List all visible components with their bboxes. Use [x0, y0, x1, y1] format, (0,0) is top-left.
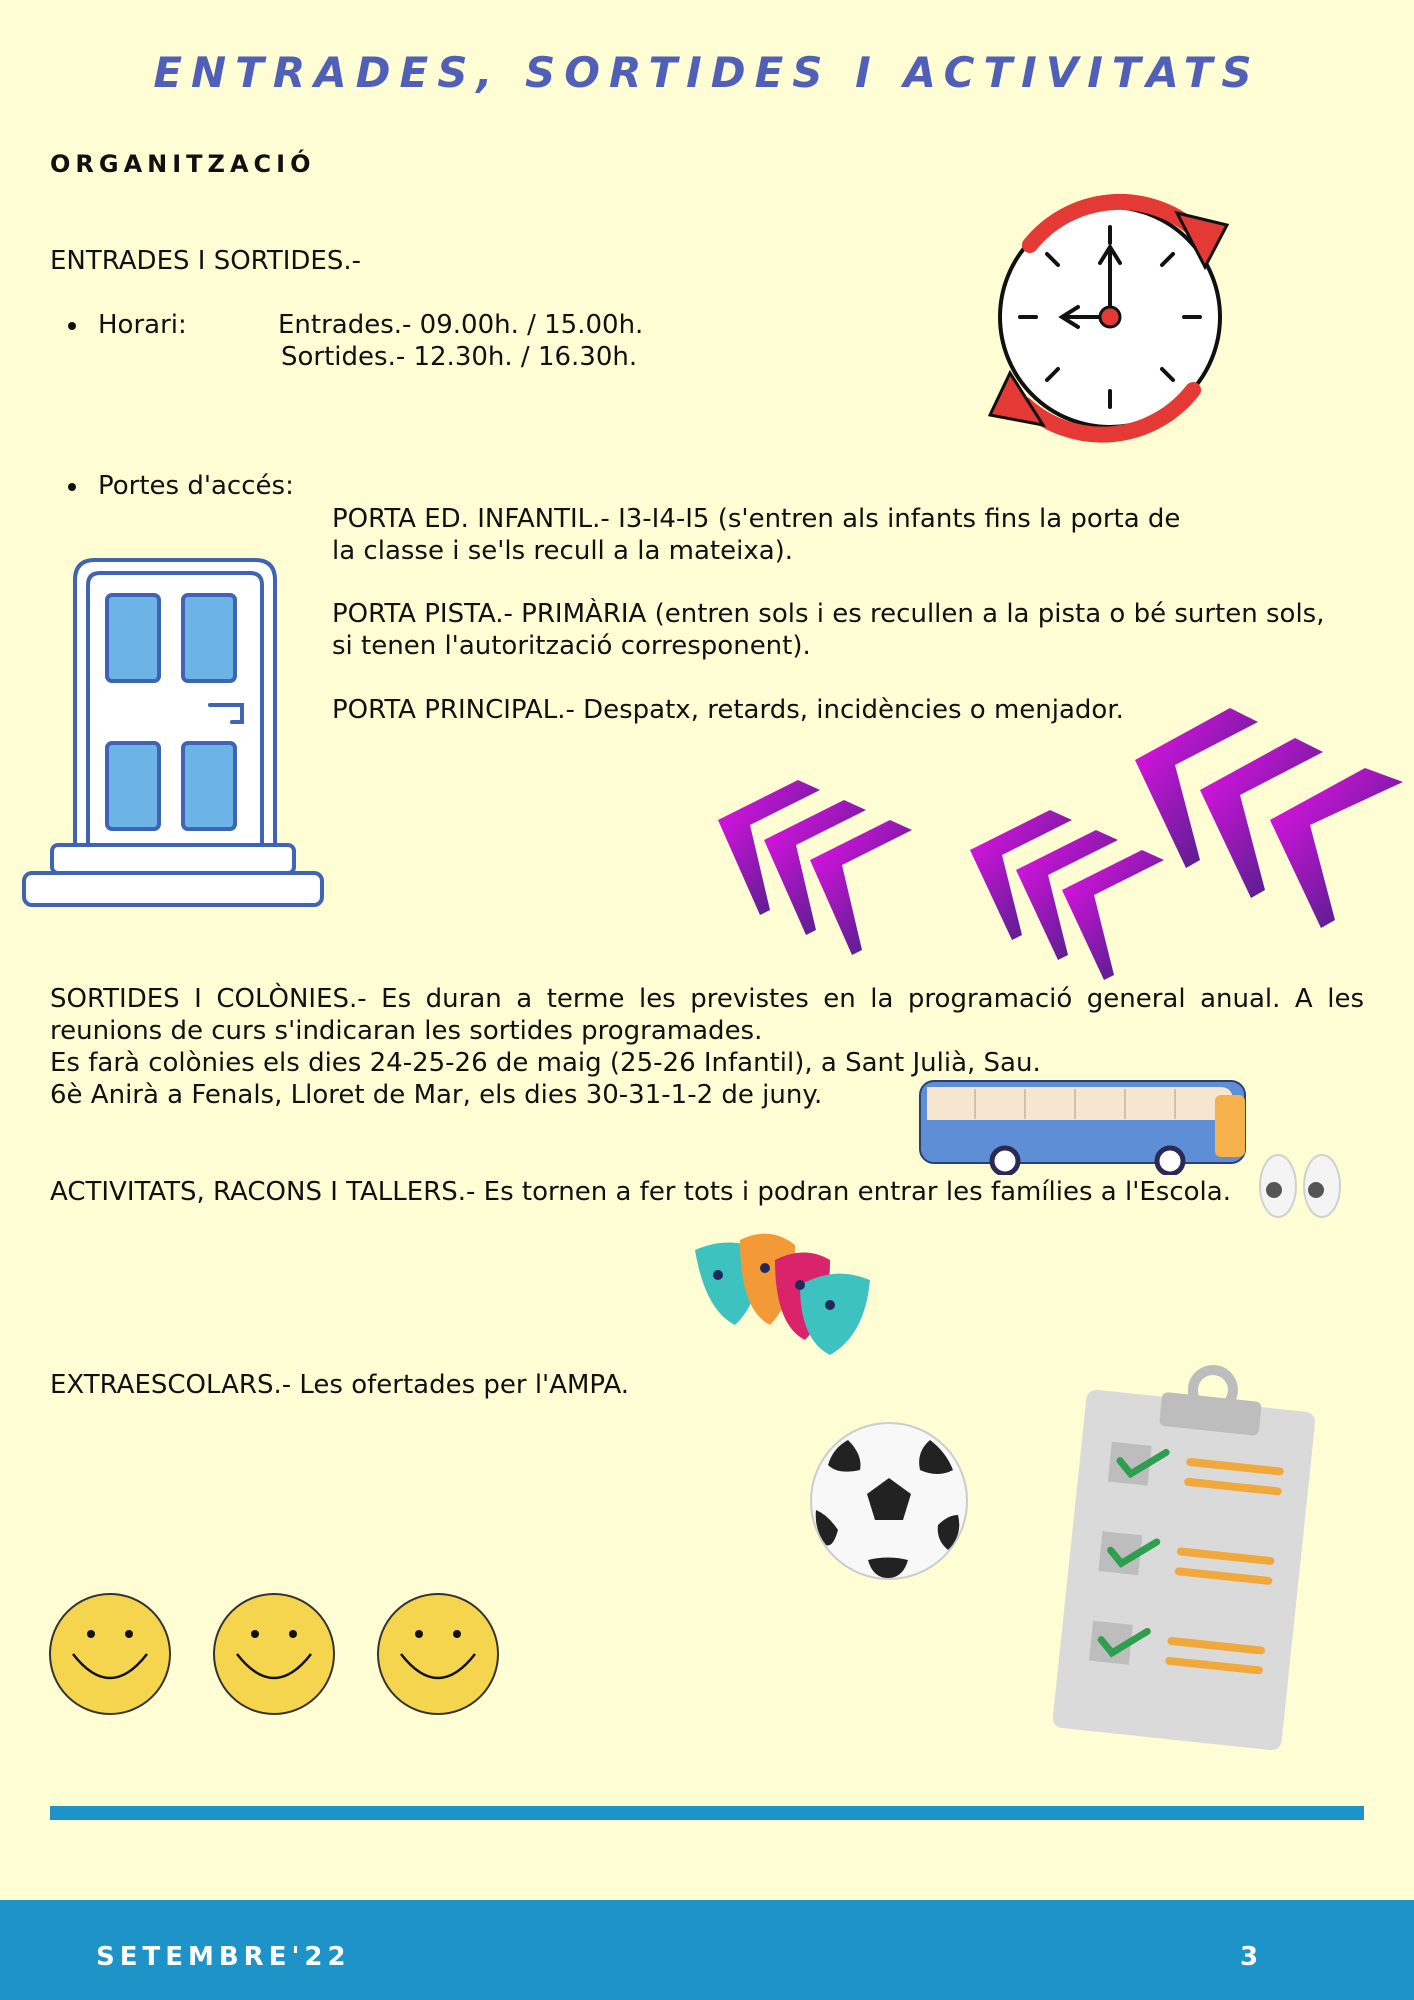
sortides-time: Sortides.- 12.30h. / 16.30h. [281, 342, 638, 372]
clipboard-checklist-icon [1030, 1360, 1340, 1760]
portes-label: Portes d'accés: [98, 471, 294, 501]
porta-infantil-line2: la classe i se'ls recull a la mateixa). [332, 536, 794, 566]
sortides-line3: Es farà colònies els dies 24-25-26 de maig (25-26 Infantil), a Sant Julià, Sau. [50, 1048, 1041, 1078]
sortides-line1: SORTIDES I COLÒNIES.- Es duran a terme les previstes en la programació general anual. A les [50, 984, 1364, 1014]
horari-label: Horari: [98, 310, 187, 340]
clock-refresh-icon [965, 185, 1255, 450]
entrades-time: Entrades.- 09.00h. / 15.00h. [278, 310, 644, 340]
door-icon [20, 555, 325, 915]
divider-rule [50, 1806, 1364, 1820]
soccer-ball-icon [808, 1420, 970, 1582]
entrades-heading: ENTRADES I SORTIDES.- [50, 246, 361, 276]
porta-pista-line2: si tenen l'autorització corresponent). [332, 631, 811, 661]
smiley-icon [378, 1594, 498, 1714]
porta-principal: PORTA PRINCIPAL.- Despatx, retards, incidències o menjador. [332, 695, 1124, 725]
smiley-icon [50, 1594, 170, 1714]
extraescolars-text: EXTRAESCOLARS.- Les ofertades per l'AMPA. [50, 1370, 630, 1400]
sortides-line4: 6è Anirà a Fenals, Lloret de Mar, els dies 30-31-1-2 de juny. [50, 1080, 823, 1110]
bus-icon [915, 1075, 1250, 1175]
footer-date: SETEMBRE'22 [96, 1942, 351, 1972]
sortides-line2: reunions de curs s'indicaran les sortides programades. [50, 1016, 763, 1046]
eyes-icon [1258, 1152, 1344, 1220]
theater-masks-icon [690, 1230, 875, 1360]
page-number: 3 [1240, 1942, 1259, 1972]
smiley-icon [214, 1594, 334, 1714]
chevron-arrows-icon [710, 700, 1410, 990]
smiley-row [48, 1592, 500, 1716]
porta-infantil-line1: PORTA ED. INFANTIL.- I3-I4-I5 (s'entren als infants fins la porta de [332, 504, 1181, 534]
porta-pista-line1: PORTA PISTA.- PRIMÀRIA (entren sols i es recullen a la pista o bé surten sols, [332, 599, 1325, 629]
section-heading: ORGANITZACIÓ [50, 150, 316, 178]
page-title: ENTRADES, SORTIDES I ACTIVITATS [153, 48, 1261, 97]
activitats-text: ACTIVITATS, RACONS I TALLERS.- Es tornen a fer tots i podran entrar les famílies a l'Escola. [50, 1177, 1231, 1207]
